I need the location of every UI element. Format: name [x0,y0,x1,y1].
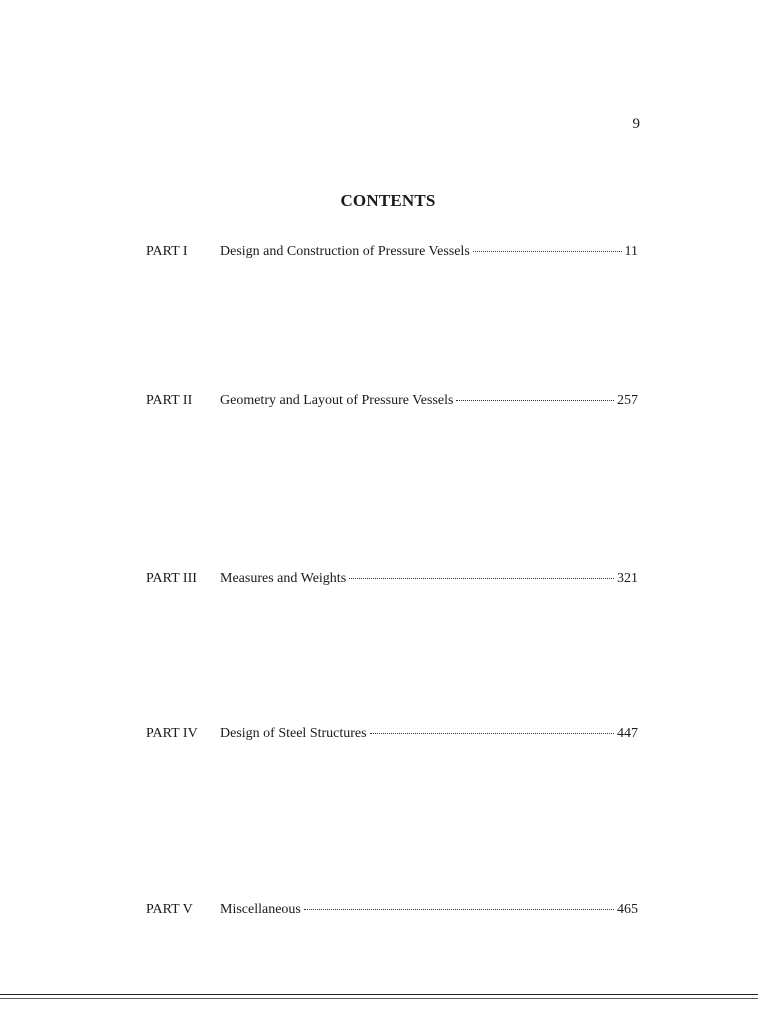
toc-entry-part-4[interactable] [146,724,638,744]
toc-part-label: PART II [146,393,193,408]
toc-title: Geometry and Layout of Pressure Vessels [220,393,454,408]
toc-entry-part-2[interactable] [146,391,638,411]
page-number: 9 [632,116,640,132]
toc-entry-part-3[interactable] [146,569,638,589]
bottom-rule-secondary [0,998,758,999]
toc-part-label: PART IV [146,726,198,741]
toc-page-number: 321 [617,571,638,586]
toc-part-label: PART III [146,571,197,586]
toc-title: Measures and Weights [220,571,347,586]
toc-page-number: 257 [617,393,638,408]
toc-entry-part-5[interactable] [146,900,638,920]
bottom-rule [0,994,758,995]
toc-part-label: PART I [146,244,188,259]
toc-leader-dots [304,908,614,910]
toc-leader-dots [456,399,614,401]
toc-entry-part-1[interactable] [146,242,638,262]
toc-page-number: 465 [617,902,638,917]
toc-leader-dots [473,250,622,252]
toc-part-label: PART V [146,902,193,917]
toc-title: Miscellaneous [220,902,301,917]
toc-leader-dots [370,732,614,734]
contents-heading: CONTENTS [340,191,436,210]
toc-leader-dots [349,577,614,579]
toc-page-number: 447 [617,726,638,741]
toc-title: Design of Steel Structures [220,726,367,741]
toc-title: Design and Construction of Pressure Vessels [220,244,470,259]
toc-page-number: 11 [624,244,638,259]
